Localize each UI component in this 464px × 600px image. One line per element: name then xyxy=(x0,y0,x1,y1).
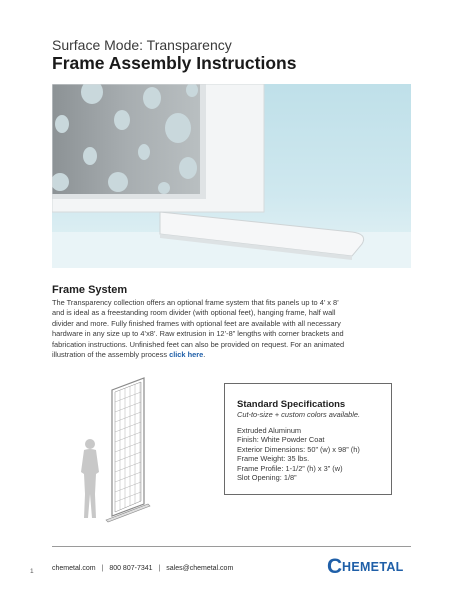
body-line: divider and more. Fully finished frames with optional feet are available with all necessary xyxy=(52,318,341,328)
body-line: fabrication instructions. Unfinished feet can also be provided on request. For an animated xyxy=(52,339,345,349)
body-line: The Transparency collection offers an optional frame system that fits panels up to 4’ x 8’ xyxy=(52,298,339,307)
website-link[interactable]: chemetal.com xyxy=(52,565,96,572)
person-silhouette xyxy=(81,439,99,518)
spec-line: Frame Profile: 1-1/2” (h) x 3” (w) xyxy=(237,463,343,473)
spec-line: Frame Weight: 35 lbs. xyxy=(237,454,310,464)
page-number: 1 xyxy=(30,568,34,575)
document-subtitle: Surface Mode: Transparency xyxy=(52,37,232,53)
spec-line: Exterior Dimensions: 50” (w) x 98” (h) xyxy=(237,444,360,454)
frame-photo xyxy=(52,84,411,268)
document-title: Frame Assembly Instructions xyxy=(52,53,297,73)
body-line-end: . xyxy=(203,350,206,360)
frame-lattice xyxy=(106,378,150,522)
body-line: hardware in any size up to 4’x8’. Raw extrusion in 12’-8” lengths with corner brackets and xyxy=(52,329,344,339)
spec-line: Slot Opening: 1/8” xyxy=(237,473,297,483)
logo-text: HEMETAL xyxy=(342,560,404,574)
phone-number: 800 807-7341 xyxy=(109,565,153,572)
email-link[interactable]: sales@chemetal.com xyxy=(166,565,234,572)
scale-illustration xyxy=(76,376,196,528)
body-line: and is ideal as a freestanding room divider (with optional feet), hanging frame, half wall xyxy=(52,308,336,318)
specifications-title: Standard Specifications xyxy=(237,399,346,410)
specifications-box xyxy=(224,383,392,495)
spec-line: Finish: White Powder Coat xyxy=(237,435,325,445)
chemetal-logo xyxy=(327,555,409,577)
body-line-text: illustration of the assembly process xyxy=(52,350,170,360)
section-body xyxy=(52,298,412,360)
logo-initial: C xyxy=(327,555,343,577)
spec-line: Extruded Aluminum xyxy=(237,426,302,435)
footer-divider xyxy=(52,546,411,547)
footer-contact xyxy=(52,565,233,572)
separator: | xyxy=(158,565,161,572)
specifications-subtitle: Cut-to-size + custom colors available. xyxy=(237,410,361,419)
body-line xyxy=(52,350,412,360)
separator: | xyxy=(101,565,104,572)
section-heading: Frame System xyxy=(52,284,128,296)
assembly-animation-link[interactable]: click here xyxy=(169,350,204,360)
